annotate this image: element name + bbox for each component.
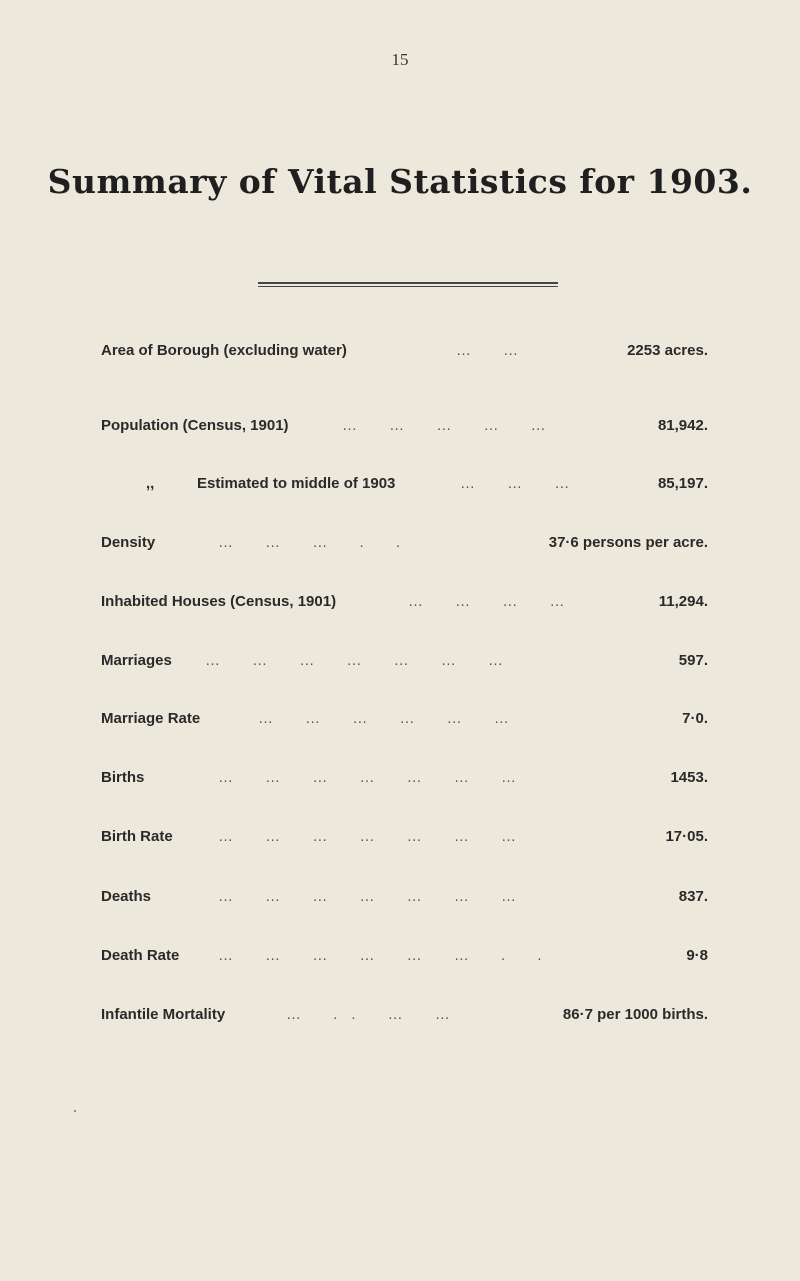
dot-leader: … … … … xyxy=(408,593,579,610)
stat-label: Death Rate xyxy=(101,947,180,964)
stat-value: 837. xyxy=(678,888,708,905)
stat-row-death-rate xyxy=(0,947,800,971)
stat-label: Density xyxy=(101,534,156,551)
stat-row-marriages xyxy=(0,652,800,676)
stat-value: 37·6 persons per acre. xyxy=(548,534,708,551)
stat-value: 17·05. xyxy=(665,828,708,845)
dot-leader: … … … … … … xyxy=(258,710,523,727)
stat-row-population-census xyxy=(0,417,800,441)
stat-row-deaths xyxy=(0,888,800,912)
stat-row-inhabited-houses xyxy=(0,593,800,617)
stat-row-birth-rate xyxy=(0,828,800,852)
stat-row-area xyxy=(0,342,800,366)
stat-row-density xyxy=(0,534,800,558)
stat-row-population-estimated xyxy=(0,475,800,499)
dot-leader: … … … … … … … xyxy=(218,828,531,845)
ditto-mark: ,, xyxy=(146,475,155,492)
stat-label: Birth Rate xyxy=(101,828,173,845)
stat-label: Marriage Rate xyxy=(101,710,201,727)
stat-label: Area of Borough (excluding water) xyxy=(101,342,347,359)
stat-row-births xyxy=(0,769,800,793)
page-title: Summary of Vital Statistics for 1903. xyxy=(47,162,753,201)
title-rule xyxy=(258,282,558,284)
dot-leader: … … xyxy=(456,342,533,359)
stat-value: 81,942. xyxy=(657,417,708,434)
dot-leader: … … … … … … … xyxy=(218,769,531,786)
page-number: 15 xyxy=(391,50,409,69)
title-rule-thin xyxy=(258,286,558,287)
dot-leader: … … … … … … … xyxy=(218,888,531,905)
stat-label: Inhabited Houses (Census, 1901) xyxy=(101,593,337,610)
dot-leader: … … … . . xyxy=(218,534,415,551)
dot-leader: … … … … … … . . xyxy=(218,947,556,964)
stat-value: 9·8 xyxy=(686,947,708,964)
dot-leader: … … … … … … … xyxy=(205,652,518,669)
stat-label: Marriages xyxy=(101,652,172,669)
stat-label: Estimated to middle of 1903 xyxy=(197,475,396,492)
stat-value: 2253 acres. xyxy=(627,342,708,359)
stat-value: 11,294. xyxy=(658,593,708,610)
stat-value: 597. xyxy=(678,652,708,669)
stat-label: Births xyxy=(101,769,145,786)
dot-leader: … … … xyxy=(460,475,584,492)
stat-value: 7·0. xyxy=(682,710,708,727)
stat-value: 1453. xyxy=(670,769,708,786)
stat-row-infantile-mortality xyxy=(0,1006,800,1030)
paper-speck xyxy=(74,1110,76,1112)
stat-value: 85,197. xyxy=(657,475,708,492)
dot-leader: … … … … … xyxy=(342,417,560,434)
dot-leader: … .. … … xyxy=(286,1006,464,1023)
stat-row-marriage-rate xyxy=(0,710,800,734)
stat-label: Deaths xyxy=(101,888,152,905)
stat-label: Population (Census, 1901) xyxy=(101,417,289,434)
stat-value: 86·7 per 1000 births. xyxy=(562,1006,708,1023)
stat-label: Infantile Mortality xyxy=(101,1006,226,1023)
